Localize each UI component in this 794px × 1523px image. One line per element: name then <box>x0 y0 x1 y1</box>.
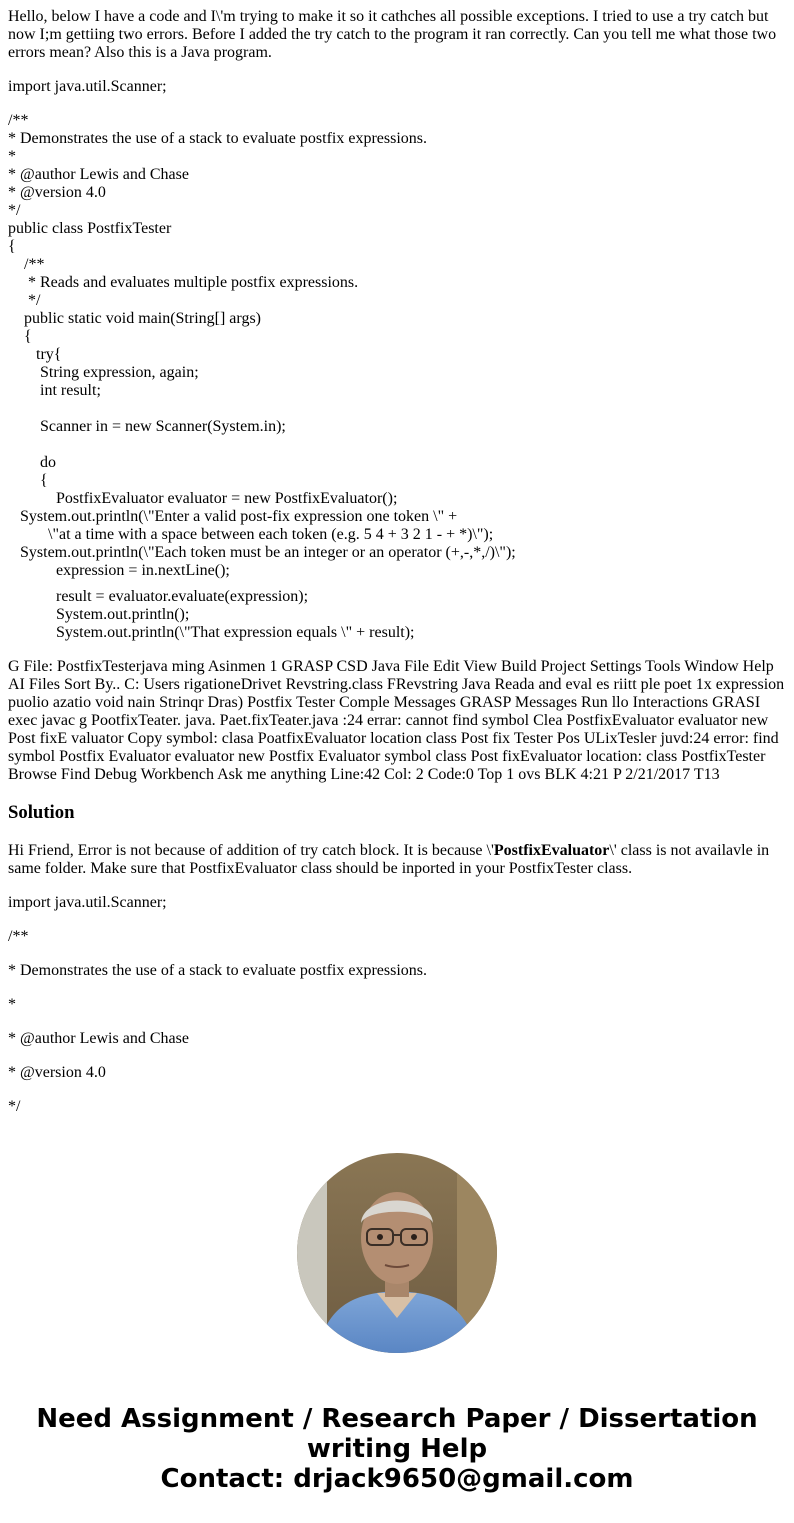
code-line-blank <box>8 400 786 418</box>
code-line: PostfixEvaluator evaluator = new PostfixEvaluator(); <box>8 490 398 507</box>
code-line: */ <box>8 292 41 309</box>
code-line: /** <box>8 256 45 273</box>
screenshot-ocr-text: G File: PostfixTesterjava ming Asinmen 1 GRASP CSD Java File Edit View Build Project Settings Tools Window Help AI Files Sort By.. C: Users rigationeDrivet Revstring.class FRevstring Java Reada and eval es riitt ple poet 1x expression puolio azatio void nain Strinqr Dras) Postfix Tester Comple Messages GRASP Messages Run llo Interactions GRASI exec javac g PootfixTeater. java. Paet.fixTeater.java :24 errar: cannot find symbol Clea PostfixEvaluator evaluator new Post fixE valuator Copy symbol: clasa PoatfixEvaluator location class Post fix Tester Pos ULixTesler juvd:24 error: find symbol Postfix Evaluator evaluator new Postfix Evaluator symbol class Post fixEvaluator location: class PostfixTester Browse Find Debug Workbench Ask me anything Line:42 Col: 2 Code:0 Top 1 ovs BLK 4:21 P 2/21/2017 T13 <box>8 658 785 783</box>
question-import-line: import java.util.Scanner; <box>8 78 167 95</box>
code-line: * @author Lewis and Chase <box>8 166 189 183</box>
question-code-block-2 <box>8 588 786 642</box>
code-line: String expression, again; <box>8 364 199 381</box>
banner-line-1: Need Assignment / Research Paper / Dissertation <box>36 1404 758 1434</box>
code-line: * @version 4.0 <box>8 184 106 201</box>
code-line: public static void main(String[] args) <box>8 310 261 327</box>
solution-line: */ <box>8 1098 21 1115</box>
promo-banner <box>0 1404 794 1494</box>
code-line: { <box>8 238 16 255</box>
solution-line: /** <box>8 928 29 945</box>
solution-line: * @version 4.0 <box>8 1064 106 1081</box>
solution-line: import java.util.Scanner; <box>8 894 167 911</box>
code-line: */ <box>8 202 21 219</box>
solution-line: * Demonstrates the use of a stack to evaluate postfix expressions. <box>8 962 427 979</box>
code-line: { <box>8 328 32 345</box>
code-line: \"at a time with a space between each token (e.g. 5 4 + 3 2 1 - + *)\"); <box>8 526 494 543</box>
solution-text-before: Hi Friend, Error is not because of addition of try catch block. It is because \' <box>8 842 494 859</box>
solution-line: * @author Lewis and Chase <box>8 1030 189 1047</box>
solution-text-bold: PostfixEvaluator <box>493 842 610 859</box>
question-code-block <box>8 112 786 580</box>
solution-heading: Solution <box>8 802 75 823</box>
code-line: System.out.println(\"Each token must be an integer or an operator (+,-,*,/)\"); <box>8 544 516 561</box>
banner-contact: Contact: drjack9650@gmail.com <box>160 1464 634 1494</box>
solution-line: * <box>8 996 16 1013</box>
solution-text <box>8 842 786 878</box>
code-line-blank <box>8 436 786 454</box>
code-line: { <box>8 472 48 489</box>
avatar-photo <box>297 1153 497 1353</box>
author-avatar <box>297 1153 497 1353</box>
code-line: System.out.println(\"Enter a valid post-fix expression one token \" + <box>8 508 458 525</box>
question-intro: Hello, below I have a code and I\'m trying to make it so it cathches all possible exceptions. I tried to use a try catch but now I;m gettiing two errors. Before I added the try catch to the program it ran correctly. Can you tell me what those two errors mean? Also this is a Java program. <box>8 8 777 61</box>
code-line: do <box>8 454 56 471</box>
code-line: * Demonstrates the use of a stack to evaluate postfix expressions. <box>8 130 427 147</box>
code-line: public class PostfixTester <box>8 220 172 237</box>
code-line: result = evaluator.evaluate(expression); <box>8 588 309 605</box>
code-line: expression = in.nextLine(); <box>8 562 230 579</box>
code-line: System.out.println(); <box>8 606 190 623</box>
code-line: System.out.println(\"That expression equals \" + result); <box>8 624 415 641</box>
code-line: /** <box>8 112 29 129</box>
code-line: * Reads and evaluates multiple postfix expressions. <box>8 274 359 291</box>
code-line: * <box>8 148 16 165</box>
code-line: Scanner in = new Scanner(System.in); <box>8 418 286 435</box>
code-line: int result; <box>8 382 101 399</box>
code-line: try{ <box>8 346 62 363</box>
banner-line-2: writing Help <box>306 1434 488 1464</box>
solution-text-after: \' class is not availavle in same folder. Make sure that PostfixEvaluator class should be inported in your PostfixTester class. <box>8 842 770 877</box>
